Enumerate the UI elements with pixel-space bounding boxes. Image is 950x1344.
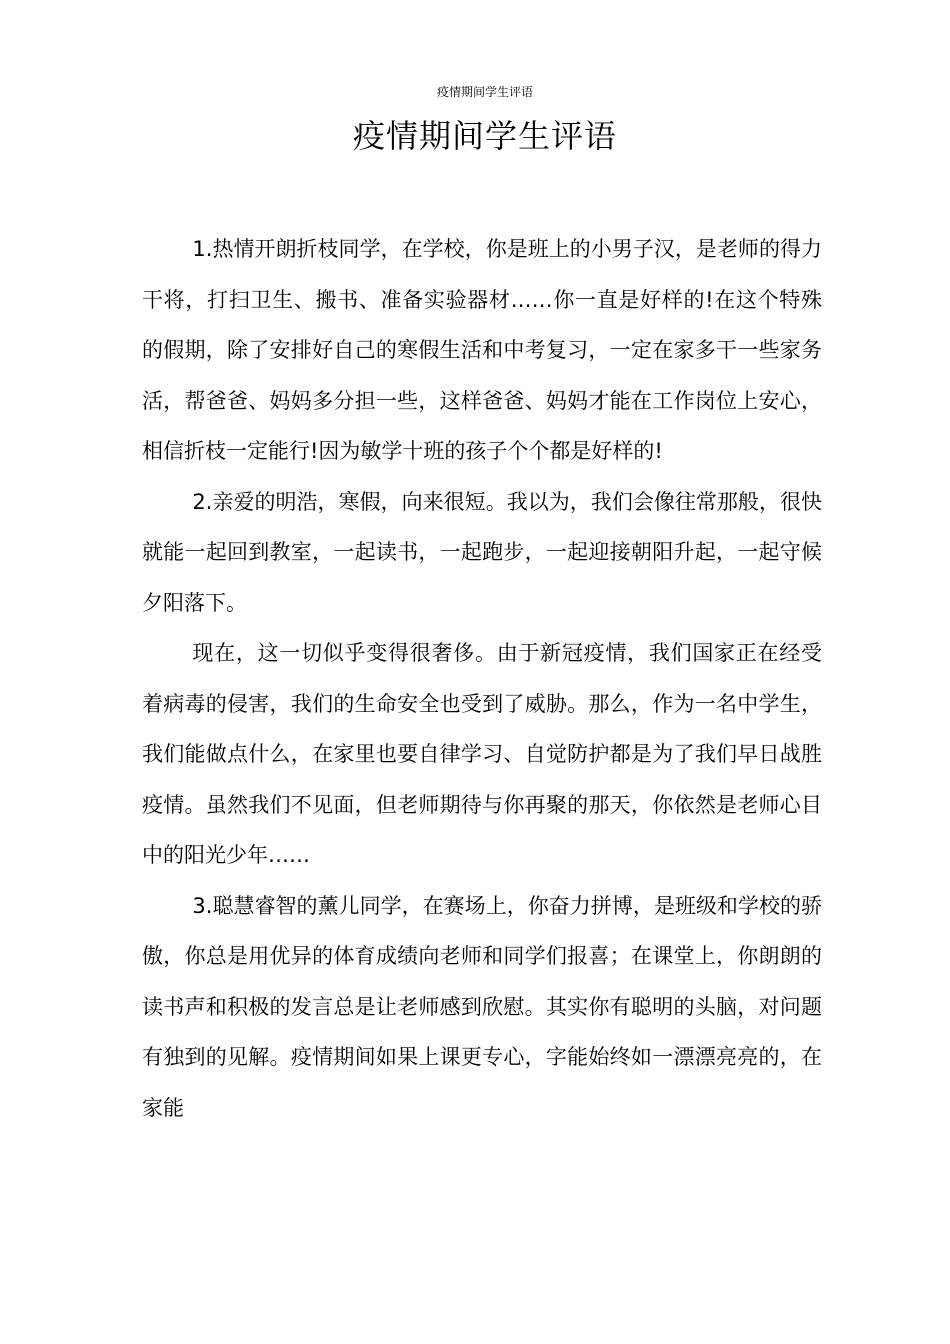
page-title: 疫情期间学生评语 — [352, 117, 617, 155]
document-body — [142, 224, 822, 1133]
paragraph-2: 2.亲爱的明浩，寒假，向来很短。我以为，我们会像往常那般，很快就能一起回到教室，一起读书，一起跑步，一起迎接朝阳升起，一起守候夕阳落下。 — [142, 489, 822, 615]
paragraph-4: 3.聪慧睿智的薰儿同学，在赛场上，你奋力拼博，是班级和学校的骄傲，你总是用优异的体育成绩向老师和同学们报喜；在课堂上，你朗朗的读书声和积极的发言总是让老师感到欣慰。其实你有聪明的头脑，对问题有独到的见解。疫情期间如果上课更专心，字能始终如一漂漂亮亮的，在家能 — [142, 893, 822, 1120]
paragraph-1: 1.热情开朗折枝同学，在学校，你是班上的小男子汉，是老师的得力干将，打扫卫生、搬书、准备实验器材……你一直是好样的!在这个特殊的假期，除了安排好自己的寒假生活和中考复习，一定在家多干一些家务活，帮爸爸、妈妈多分担一些，这样爸爸、妈妈才能在工作岗位上安心，相信折枝一定能行!因为敏学十班的孩子个个都是好样的! — [142, 237, 822, 463]
running-header: 疫情期间学生评语 — [436, 85, 533, 99]
paragraph-3: 现在，这一切似乎变得很奢侈。由于新冠疫情，我们国家正在经受着病毒的侵害，我们的生命安全也受到了威胁。那么，作为一名中学生，我们能做点什么，在家里也要自律学习、自觉防护都是为了我们早日战胜疫情。虽然我们不见面，但老师期待与你再聚的那天，你依然是老师心目中的阳光少年…… — [142, 641, 822, 867]
